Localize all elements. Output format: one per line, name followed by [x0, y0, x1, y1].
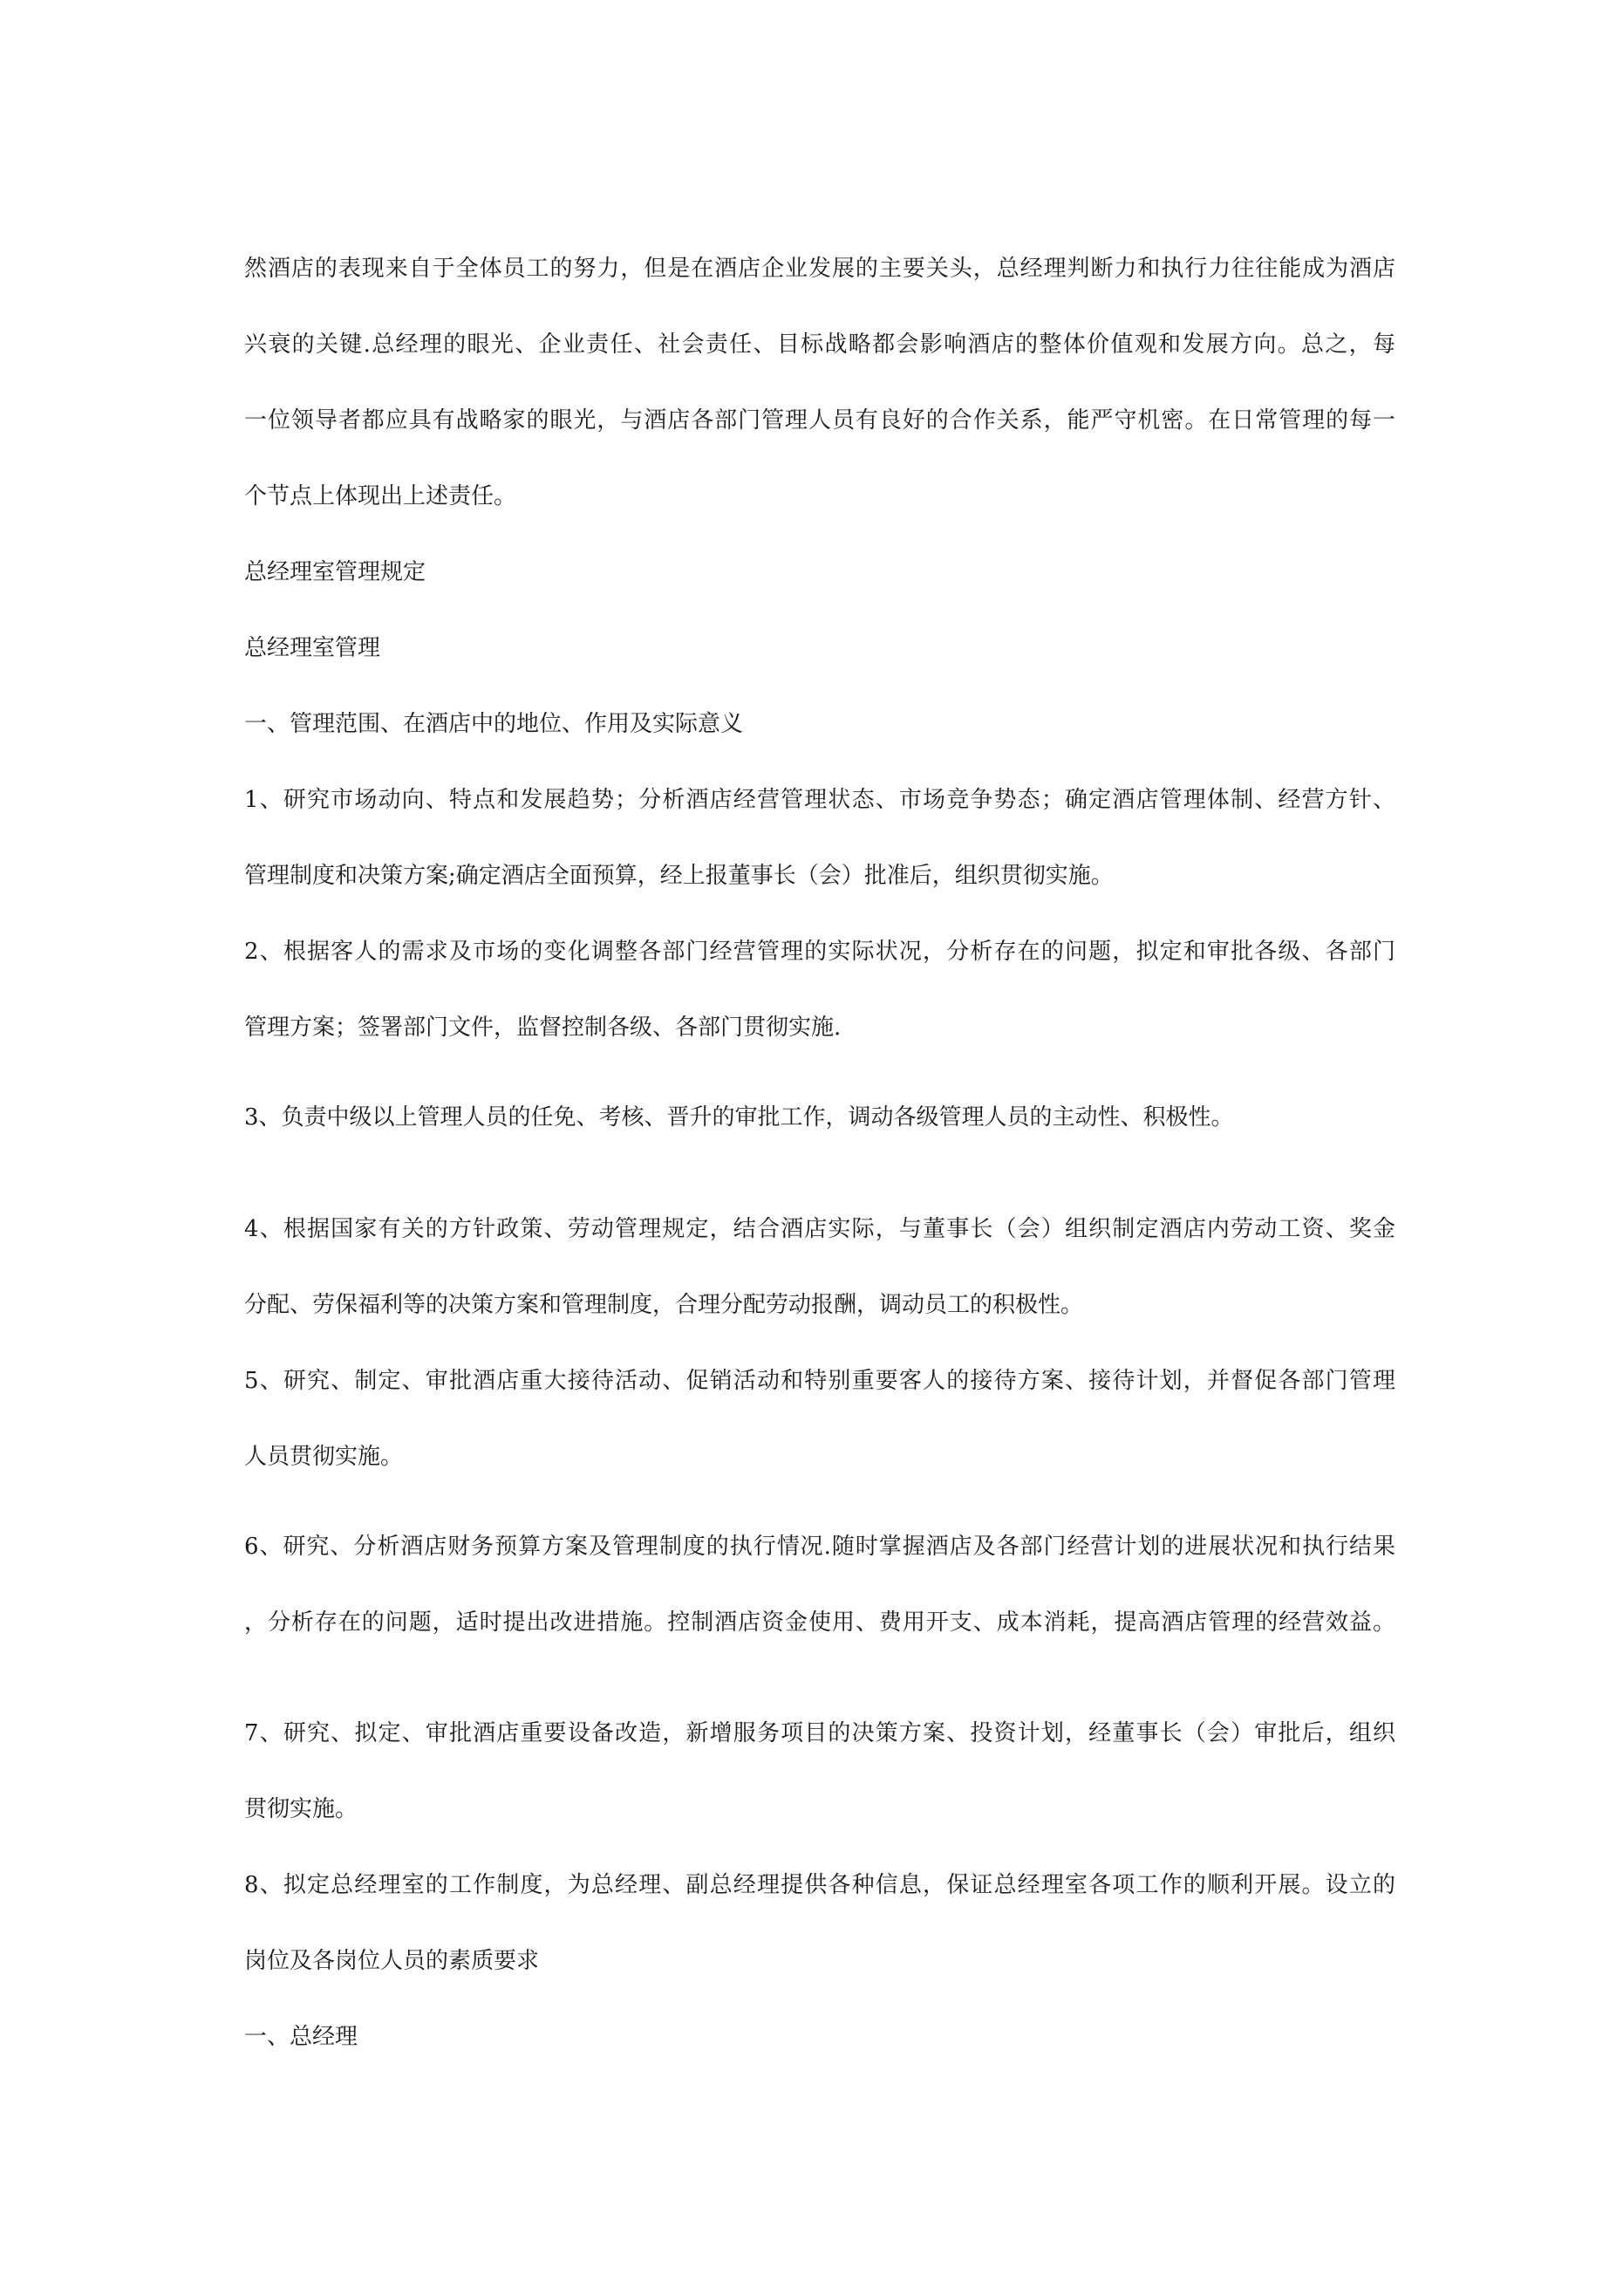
- paragraph-line-1: 然酒店的表现来自于全体员工的努力，但是在酒店企业发展的主要关头，总经理判断力和执行力往往能成为酒店: [244, 256, 1395, 282]
- item-7-line-2: 贯彻实施。: [244, 1796, 358, 1822]
- item-6-line-2: ，分析存在的问题，适时提出改进措施。控制酒店资金使用、费用开支、成本消耗，提高酒店管理的经营效益。: [244, 1609, 1395, 1636]
- paragraph-line-3: 一位领导者都应具有战略家的眼光，与酒店各部门管理人员有良好的合作关系，能严守机密。在日常管理的每一: [244, 407, 1395, 434]
- item-5-line-2: 人员贯彻实施。: [244, 1444, 404, 1470]
- item-1-line-1: 1、研究市场动向、特点和发展趋势；分析酒店经营管理状态、市场竞争势态；确定酒店管理体制、经营方针、: [244, 787, 1395, 813]
- item-8-line-1: 8、拟定总经理室的工作制度，为总经理、副总经理提供各种信息，保证总经理室各项工作的顺利开展。设立的: [244, 1872, 1395, 1898]
- section-heading-1: 一、管理范围、在酒店中的地位、作用及实际意义: [244, 711, 744, 737]
- item-2-line-2: 管理方案；签署部门文件，监督控制各级、各部门贯彻实施.: [244, 1015, 842, 1041]
- item-4-line-2: 分配、劳保福利等的决策方案和管理制度，合理分配劳动报酬，调动员工的积极性。: [244, 1292, 1084, 1318]
- section-subtitle: 总经理室管理: [244, 635, 381, 661]
- item-2-line-1: 2、根据客人的需求及市场的变化调整各部门经营管理的实际状况，分析存在的问题，拟定和审批各级、各部门: [244, 939, 1395, 965]
- paragraph-line-2: 兴衰的关键.总经理的眼光、企业责任、社会责任、目标战略都会影响酒店的整体价值观和发展方向。总之，每: [244, 331, 1395, 358]
- item-5-line-1: 5、研究、制定、审批酒店重大接待活动、促销活动和特别重要客人的接待方案、接待计划，并督促各部门管理: [244, 1368, 1395, 1394]
- item-8-line-2: 岗位及各岗位人员的素质要求: [244, 1948, 540, 1974]
- item-7-line-1: 7、研究、拟定、审批酒店重要设备改造，新增服务项目的决策方案、投资计划，经董事长（会）审批后，组织: [244, 1720, 1395, 1746]
- section-title: 总经理室管理规定: [244, 559, 426, 585]
- item-4-line-1: 4、根据国家有关的方针政策、劳动管理规定，结合酒店实际，与董事长（会）组织制定酒店内劳动工资、奖金: [244, 1216, 1395, 1242]
- item-3-line-1: 3、负责中级以上管理人员的任免、考核、晋升的审批工作，调动各级管理人员的主动性、积极性。: [244, 1104, 1234, 1131]
- item-1-line-2: 管理制度和决策方案;确定酒店全面预算，经上报董事长（会）批准后，组织贯彻实施。: [244, 863, 1114, 889]
- item-6-line-1: 6、研究、分析酒店财务预算方案及管理制度的执行情况.随时掌握酒店及各部门经营计划的进展状况和执行结果: [244, 1534, 1395, 1560]
- paragraph-line-4: 个节点上体现出上述责任。: [244, 483, 517, 509]
- section-heading-2: 一、总经理: [244, 2024, 358, 2050]
